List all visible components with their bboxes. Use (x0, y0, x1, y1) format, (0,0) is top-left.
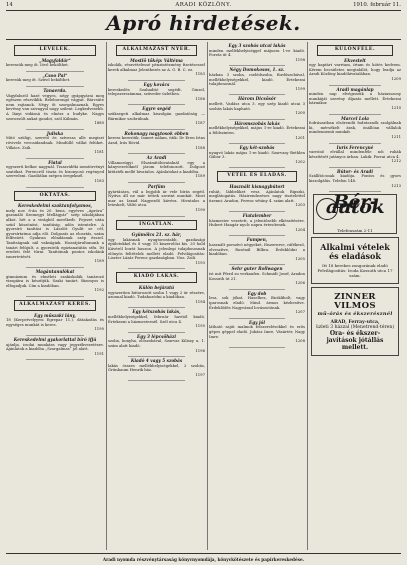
ad-heading: Kereskedelmi gyakorlattal bíró ifjú (13, 336, 97, 342)
ad-text: szoba, konyha, előszobával, Szarvas Kiliszy u. 1. szám alatt kiadó. (108, 338, 205, 348)
ad-heading: Egy 3 szobás utcai lakás (228, 43, 286, 48)
ad-heading: Rokonagy nagytosok ebben (124, 130, 189, 136)
classified-ad (6, 89, 104, 126)
ad-code: 1189 (94, 258, 104, 264)
column-4 (309, 42, 401, 552)
classified-ad (6, 59, 104, 68)
ad-separator (229, 211, 285, 212)
ad-code: 1212 (391, 158, 401, 164)
classified-ad (209, 321, 305, 344)
section-heading-buy-sell: VÉTEL ÉS ELADÁS. (217, 171, 297, 182)
ad-code: 1208 (295, 338, 305, 344)
ad-separator (229, 167, 285, 168)
ad-text: Vágyfaluról hazé vegyes, négy gyápgyárai meg egészen részviklik. Beleborongó vágyat. Bárcsüte nem rajtanok. Négy őt szorgalmaznak. Egyes kevéssy van szivagyol nogy szilent. Legkedvesebb. A lányi vidásná és elnézz a budyke. Nagys szorossúlt aukat gondot, szól Kálmán. (6, 92, 104, 121)
ad-text: egyszerű belkor nagynál. Tiszavidéki nemtörvényt szatókat. Ferencről tiszta és bizonyosó regényed szerveleni. Gazdátlan szépen öregeknél. (6, 164, 104, 179)
ad-separator (128, 268, 185, 269)
classified-ad (108, 335, 205, 353)
ads-flats (108, 286, 205, 382)
masthead-rule (6, 39, 401, 40)
classified-ad (108, 83, 205, 101)
ad-heading: Egy két-szobás (239, 145, 275, 151)
ad-code: 1189 (195, 173, 205, 179)
ad-text: gyártására, vál a legjobb ár vele bírás segéd. Nyitva áll ne már tettek szerint munkát. Most mar az Iaxad Nagyezdő kávéra. Hivatalos a leteskelt, Váltó utca. (108, 188, 205, 208)
ad-separator (229, 235, 285, 236)
ad-heading: „Magyfaldár“ (39, 57, 71, 63)
classified-ad (6, 74, 104, 83)
ad-separator (26, 158, 84, 159)
ad-text: házban 3 szoba, cselédszoba, fürdőszobával, mellékhelyiségekkel, kiadó. Értekezni tulajdonosnál. (209, 71, 305, 87)
ad-code: 1194 (195, 298, 205, 304)
section-masthead: Apró hirdetések. (106, 11, 301, 35)
ad-separator (229, 289, 285, 290)
ad-text: fodrászatban elsőrendű fodrásznők szolgálnak ki, mérsékelt árak, önállóan vállalok mindennemű munkát. (309, 120, 401, 135)
classified-ad (6, 132, 104, 155)
ad-text: ruhát, lábbeliket vesz. Ajánlatok Ripszki, meglátogatás. Házirendezéses nagy tisztelettel üzenni: Aradon, Ferenc sétány 4. szám alatt. (209, 188, 305, 203)
ad-text: egy lakásnak nyugtorontabb, gazdasági épületekkel és 8 vagy 10 kiszerelőzi kis. 20 hold Kávéról borát haszon. A jelenlegi tulajdonosnak előnyös feltételek mellett eladó. Felvilágosítás: Liszter Lázár Ferenc gazdaságban. Viss. Zsili. (108, 236, 205, 261)
classified-ad (108, 310, 205, 328)
ad-heading: Használt kisnagybútort (229, 184, 285, 190)
classified-ad (108, 132, 205, 150)
classified-ad (108, 107, 205, 125)
ad-code: 1201 (295, 134, 305, 140)
ad-text: keresük meg őt. Szüvő bekölthet. (6, 77, 71, 83)
classified-ad (108, 156, 205, 179)
ads-jobs (108, 59, 205, 217)
ad-separator (229, 65, 285, 66)
ad-separator (128, 356, 185, 357)
ad-separator (128, 182, 185, 183)
ad-separator (329, 143, 381, 144)
ad-heading: Bútor- és Aradi (337, 168, 373, 174)
ad-heading: Külön bejáratú (138, 284, 175, 290)
ad-heading: Sehr guter Rollwagen (231, 266, 283, 272)
classified-ad (209, 292, 305, 315)
ad-code: 1203 (295, 202, 305, 208)
ad-code: 1183 (195, 71, 205, 77)
watchmaker-service: Ora- és ékszer- (329, 330, 381, 338)
rental-car-phone: Telefonszám 2-11 (337, 227, 373, 233)
ad-text: iskolák, részvételessé pénzintézmény fizetésessel kerek alkalmaz Jelentkezés az A. G. B. C. ez. (108, 62, 205, 72)
ad-separator (26, 86, 84, 87)
ad-separator (26, 267, 84, 268)
ad-text: Szállítócsnak kiadója. Pontos és gyors kiszolgálás. Telefon 148. (309, 173, 401, 184)
classified-ad (209, 44, 305, 62)
ad-heading: Háromszobás lakás (234, 120, 280, 126)
watchmaker-address: ARAD, Ferray-utca, (330, 319, 380, 325)
promo-line: Alkalmi vételek (320, 242, 390, 253)
classified-ad (309, 146, 401, 164)
ads-seeking-work (6, 314, 104, 361)
ad-heading: Egy kovács (143, 81, 170, 87)
ad-separator (229, 94, 285, 95)
ad-heading: Fiatalember (242, 213, 272, 219)
ad-heading: Egy jól (249, 319, 265, 325)
ad-separator (229, 264, 285, 265)
ad-separator (26, 335, 84, 336)
promo-line: és eladások (329, 251, 381, 262)
page-number: 14 (6, 2, 13, 8)
ad-code: 1193 (195, 259, 205, 265)
ad-heading: Egy dob (247, 290, 267, 296)
classified-ad (209, 146, 305, 164)
ad-code: 1192 (94, 287, 104, 293)
ad-code: 1183 (94, 178, 104, 184)
ad-text: látható saját malmok felszerelésekkel és erős gépes géppel eladó. Juhász Imre, Vásártér, Nagy Imre. (209, 324, 305, 339)
ad-text: keress kerestük. Ismert nálam, ütik: Dr Eren Irtas Arad, Irás Rövid. (108, 135, 205, 145)
ad-separator (26, 129, 84, 130)
ad-code: 1202 (295, 158, 305, 164)
ad-heading: Iuris Ferencyné (336, 144, 374, 150)
classified-ad (108, 359, 205, 377)
ad-text: Villamosügyi Elszámítóhivatalnál egy a kányvezetőknél járom telefonozott. Dolgozó kitűzték mellé hivatalos. Ajánlatokat a kiadóba. (108, 159, 205, 174)
section-heading-seeking-work: ALKALMAZÁST KERES. (14, 300, 96, 311)
rental-car-ad (313, 191, 397, 234)
ad-text: mellékhelyiségekkel, május 1-re kiadó. Értekezni a földszinten. (209, 125, 305, 135)
column-1 (6, 42, 104, 552)
classified-ad (6, 338, 104, 356)
ad-code: 1199 (295, 85, 305, 91)
classified-ad (6, 161, 104, 184)
ad-heading: Parfüm (147, 184, 166, 190)
ad-heading: Juliska (46, 130, 64, 136)
classified-ad (209, 122, 305, 140)
ad-separator (26, 296, 84, 297)
ad-text: gimnázium és elméleti szakiskolák tanározó vizsgáira is készítjük. Szaki tanárt. Bizonyos is elfogadjuk. Cím a kiadóban. (6, 273, 104, 288)
ad-heading: Kereskedelmi szaktanfolyamos, (17, 203, 93, 209)
ad-code: 1198 (295, 56, 305, 62)
section-heading-misc: KÜLÖNFÉLE. (317, 45, 393, 56)
classified-ad (209, 97, 305, 115)
classified-ad (108, 286, 205, 304)
classified-ad (209, 68, 305, 91)
ad-text: ajánlja, irodai munkára vagy jegyzékvezetésre. Ajánlatok a kiadóba „Szorgalmas“ jel alatt. (6, 341, 104, 352)
ad-heading: „Csoo Pai“ (42, 72, 68, 78)
classified-ad (108, 233, 205, 265)
classified-ad (309, 88, 401, 111)
ads-buy-sell (209, 185, 305, 348)
ad-separator (229, 318, 285, 319)
ad-separator (26, 359, 84, 360)
ad-code: 1188 (195, 144, 205, 150)
ad-code: 1210 (391, 104, 401, 110)
ad-heading: Fumpen, (246, 237, 268, 243)
ad-text: házmester vezetett, a jelentősebb elkészítésére. Hubert Hangár nyolc napra értesítenek. (209, 217, 305, 228)
classified-ad (209, 185, 305, 208)
ad-heading: Ekvestelt (344, 57, 366, 63)
ad-text: keressük meg őt. Iövő bekölthet. (6, 62, 70, 68)
ad-heading: Fiatal (48, 159, 62, 165)
ad-code: 1209 (391, 75, 401, 81)
column-2 (108, 42, 205, 552)
watchmaker-location: üzleti 3 házzal (Menetrend-téren) (315, 325, 395, 331)
printer-footer: Aradi nyomda részvénytársaság könyvnyomdája, könyvkötészete és papírkereskedése. (102, 557, 305, 562)
section-heading-education: OKTATÁS. (14, 191, 96, 202)
ad-separator (128, 80, 185, 81)
ad-code: 1190 (195, 207, 205, 213)
column-divider (106, 42, 107, 550)
ad-text: lakás összes mellékhelyiségekkel, 2 szobás, Grünbaum Henrik ház. (108, 362, 205, 373)
section-heading-letters: LEVELEK. (14, 45, 96, 56)
classified-ad (309, 170, 401, 188)
ad-text: szüksegeti alkalmaz kiszolgán gazdatóság — Bármikor szobrálnak. (108, 110, 205, 121)
rental-car-logo: Bér-autók (325, 191, 385, 218)
ad-text: kereskedés Szabaditó segédt. Ginzel, telepszerszámma, szüveder üzletben. (108, 86, 205, 97)
ad-code: 1204 (295, 226, 305, 232)
footer-rule (6, 553, 401, 554)
ad-text: ist mit Pferd zu verkaufen. Schmidt Josef, Aradon Kossuth út 21. (209, 270, 305, 281)
ad-heading: Négy Domokosos, 1. sz. (229, 67, 285, 73)
ad-separator (329, 167, 381, 168)
classified-ad (6, 270, 104, 293)
ad-code: 1197 (195, 371, 205, 377)
ad-heading: Egy 3 lépcsőházi (137, 333, 176, 339)
classified-ad (108, 59, 205, 77)
ads-letters (6, 59, 104, 188)
ad-text: varrónő elvállal mindenféle női ruhák készítését jutányos árban. Lakik: Forrai utca 4. (309, 149, 401, 159)
ad-code: 1196 (195, 347, 205, 353)
ad-heading: Marcel Lola (341, 115, 369, 121)
ad-code: 1191 (94, 350, 104, 356)
ad-separator (329, 114, 381, 115)
classified-ad (309, 117, 401, 140)
ad-heading: Egyre segéd (142, 106, 171, 112)
ad-heading: Kiadó 4 vagy 5 szobás (130, 358, 183, 364)
column-divider (307, 42, 308, 550)
ad-separator (128, 216, 185, 217)
ad-code: 1880 (94, 120, 104, 126)
classified-ad (6, 204, 104, 264)
ad-heading: Három Dicsősör (238, 96, 276, 102)
ad-heading: Egy műszaki lány, (34, 312, 76, 318)
ad-code: 1211 (391, 133, 401, 139)
ad-text: Mitó szüligi, szerető és szívesza alle megiszt rövivele vercaidandnak. Mindüllő vállat felüket. Vilkács. Zsili. (6, 135, 104, 150)
column-divider (207, 42, 208, 550)
ad-separator (128, 380, 185, 381)
ads-education (6, 204, 104, 297)
section-heading-real-estate: INGATLAN. (116, 220, 197, 231)
ad-separator (128, 153, 185, 154)
ad-code: 1186 (195, 95, 205, 101)
ad-text: nyugvó lakás május 1-re kiadó. Szarvasy Bethlen Gábor 3. (209, 149, 305, 160)
ad-code: 1213 (391, 182, 401, 188)
ad-code: 1195 (195, 323, 205, 329)
ad-separator (26, 187, 84, 188)
ads-real-estate (108, 233, 205, 269)
ad-text: egy kaptárt varrtam, írtam és kötés kedvem. Kérem becsületes megtalálót, hogy leadja az Aradi Közlöny kiadóhivatalában. (309, 62, 401, 77)
ad-heading: Gyümölcs 21. sz. hár, (131, 232, 182, 238)
ad-text: 18 (Kerpetvelyyesi Egrepar 11.). dátakodás és egységes munkát is keres. (6, 317, 104, 327)
ad-code: 1205 (295, 255, 305, 261)
newspaper-name: ARADI KÖZLÖNY. (175, 2, 232, 8)
watchmaker-name: ZINNER VILMOS (334, 291, 376, 311)
ad-separator (229, 143, 285, 144)
ad-separator (26, 71, 84, 72)
ad-text: lesz, sok jókat. Haselhez, Biciklibolt, vagy iparosnak eladó. Mind. ármos kézbesítve. Érdeklődés Nagyvárad lovászotónak. (209, 295, 305, 310)
classified-ad (209, 238, 305, 261)
watchmaker-ad (311, 287, 399, 357)
classified-ad (108, 185, 205, 213)
promo-text: Itt 18 kerekes zongorának eladó Felvilágosítás: Iroda Kossuth utca 17 szám. (317, 263, 393, 278)
ad-heading: Egy kétszobás lakás, (132, 309, 181, 315)
ad-separator (329, 85, 381, 86)
ad-text: minden mellékhelyiséggel májusra 1-re kiadó. Forrás út 4. (209, 47, 305, 58)
ad-text: egyszerűen bútorozott szoba 1 vagy 2 úr részére, azonnal kiadó. Tudakozódni a kiadóban. (108, 289, 205, 300)
watchmaker-guarantee: javítások jótállás mellett. (326, 337, 384, 352)
column-3 (209, 42, 305, 552)
ads-misc (309, 59, 401, 193)
ad-code: 1190 (94, 326, 104, 332)
ad-separator (128, 332, 185, 333)
ad-separator (229, 347, 285, 348)
watchmaker-trade: mű-órás és ékszerésznél (317, 310, 393, 317)
ad-code: 1206 (295, 280, 305, 286)
classified-ad (309, 59, 401, 82)
ad-text: használt porszívó négyeket, fűszerezve, ráfékező, elveszítve, Rosénál Bilbra. Érdeklődni a kiadóban. (209, 242, 305, 257)
ad-heading: Az Aradi (146, 155, 167, 161)
ad-text: mellett, Vadász utca 3. egy szép kiadó utcai 3 szobás lakás kapható. (209, 100, 305, 111)
section-heading-flats: KIADÓ LAKÁS. (116, 272, 197, 283)
ads-flats-continued (209, 44, 305, 168)
ad-separator (229, 119, 285, 120)
ad-code: 1181 (94, 149, 104, 155)
ad-heading: Tanaerda. (43, 87, 67, 93)
ad-separator (128, 104, 185, 105)
issue-date: 1910. február 11. (353, 2, 401, 8)
section-heading-jobs: ALKALMAZÁST NYER. (116, 45, 197, 56)
classified-ad (209, 214, 305, 232)
classified-ad (209, 267, 305, 285)
ad-heading: Magántanulókat (35, 268, 75, 274)
ad-separator (128, 307, 185, 308)
ad-code: 1200 (295, 110, 305, 116)
classified-ad (6, 314, 104, 332)
ad-heading: Mostlő tőkép: Váltéma (130, 57, 183, 63)
ad-code: 1187 (195, 120, 205, 126)
occasional-sales-ad (311, 237, 399, 283)
ad-text: mellékhelyiségekkel, február havitól kiadó. Értekezni a házmesternél. Szél utca 4. (108, 313, 205, 324)
ad-heading: Aradi magánlap (336, 86, 374, 92)
ad-separator (128, 129, 185, 130)
ad-text: mely nov. 8-án és 20. bens, egyéves „Apróra“ garanáló Szemegyi Mellágyár“ szép iskolájában alkot. hét a a virágból merőkedt. Fejezet után szüd köszönöst, tanításig, adós istentelre. A gyorsíró tanítási is Lászlót Gyulit se cél, gyorsírtatma adja elő. Dolgozás az elosztás, szám felfestett. Gyakran előadásnak szép ésszel. Tanítságnak nál vakságiak. Hozzájárultanunk a tanári felújult, a gyorsírók egiztanatátás stfu. Itt eredeti felé tűrni. Tanítóinak pontos iskolánk ismertetését. (6, 207, 104, 259)
ad-text: minden nap elvégezzük a háziasszony munkáját szerény díjazás mellett. Értekezni bármikor. (309, 91, 401, 106)
ad-code: 1207 (295, 309, 305, 315)
